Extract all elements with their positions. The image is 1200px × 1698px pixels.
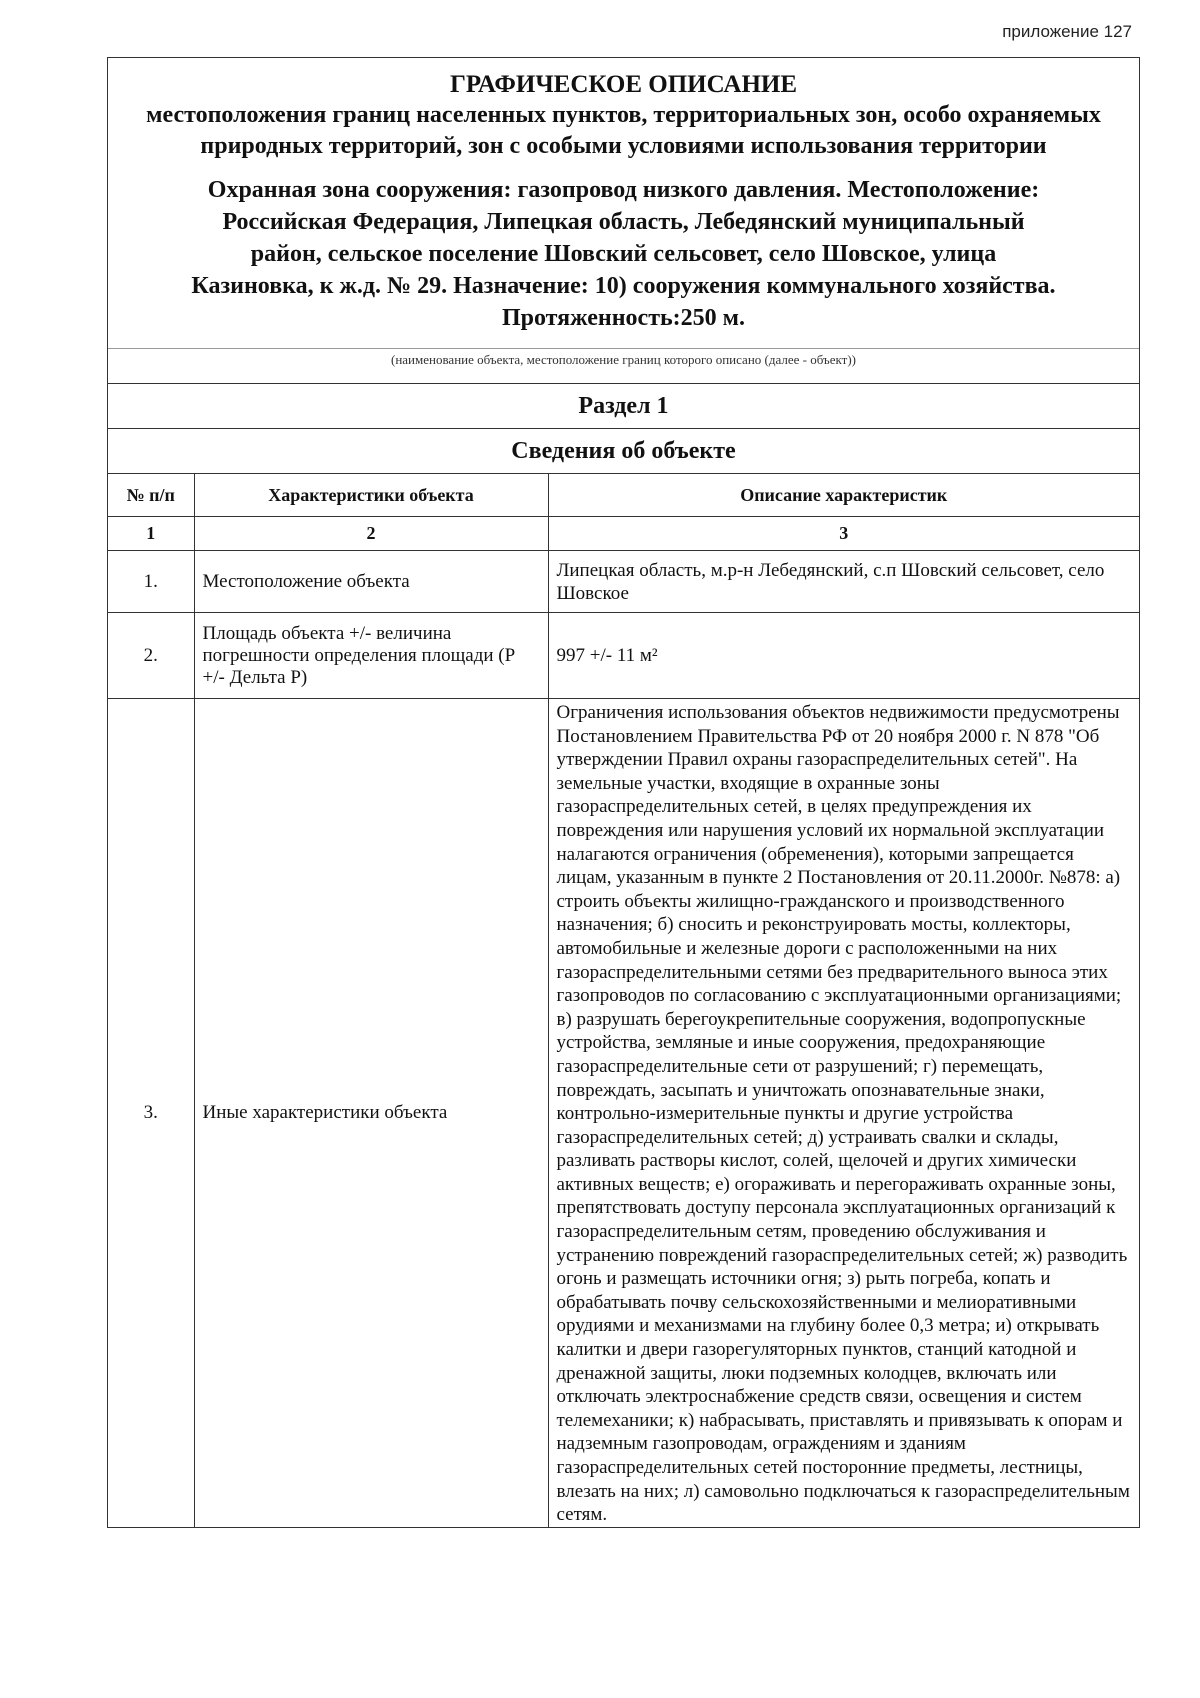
section-title: Раздел 1	[108, 383, 1139, 428]
appendix-label: приложение 127	[1002, 22, 1132, 41]
column-number-row	[108, 517, 1139, 551]
column-number: 3	[548, 517, 1139, 551]
object-name-line: Охранная зона сооружения: газопровод низкого давления. Местоположение:	[207, 177, 1040, 203]
object-name-line: район, сельское поселение Шовский сельсовет, село Шовское, улица	[250, 241, 997, 267]
object-name-line: Протяженность:250 м.	[501, 305, 746, 331]
characteristic-name: Площадь объекта +/- величина погрешности определения площади (P +/- Дельта P)	[194, 613, 548, 699]
object-caption: (наименование объекта, местоположение границ которого описано (далее - объект))	[108, 348, 1139, 383]
characteristic-name: Иные характеристики объекта	[194, 699, 548, 1527]
document-frame	[107, 57, 1140, 1528]
object-info-table	[108, 473, 1139, 1527]
document-title: ГРАФИЧЕСКОЕ ОПИСАНИЕ	[449, 71, 798, 98]
column-number: 2	[194, 517, 548, 551]
characteristic-description: 997 +/- 11 м²	[548, 613, 1139, 699]
column-number: 1	[108, 517, 194, 551]
characteristic-description: Липецкая область, м.р-н Лебедянский, с.п Шовский сельсовет, село Шовское	[548, 551, 1139, 613]
object-name-line: Российская Федерация, Липецкая область, Лебедянский муниципальный	[222, 209, 1025, 235]
row-number: 3.	[108, 699, 194, 1527]
table-header-row	[108, 474, 1139, 517]
object-name	[122, 174, 1125, 334]
table-row	[108, 699, 1139, 1527]
column-header: Характеристики объекта	[194, 474, 548, 517]
document-header	[108, 58, 1139, 348]
characteristic-name: Местоположение объекта	[194, 551, 548, 613]
characteristic-description: Ограничения использования объектов недвижимости предусмотрены Постановлением Правительства РФ от 20 ноября 2000 г. N 878 "Об утверждении Правил охраны газораспределительных сетей". На земельные участки, входящие в охранные зоны газораспределительных сетей, в целях предупреждения их повреждения или нарушения условий их нормальной эксплуатации налагаются ограничения (обременения), которыми запрещается лицам, указанным в пункте 2 Постановления от 20.11.2000г. №878: а) строить объекты жилищно-гражданского и производственного назначения; б) сносить и реконструировать мосты, коллекторы, автомобильные и железные дороги с расположенными на них газораспределительными сетями без предварительного выноса этих газопроводов по согласованию с эксплуатационными организациями; в) разрушать берегоукрепительные сооружения, водопропускные устройства, земляные и иные сооружения, предохраняющие газораспределительные сети от разрушений; г) перемещать, повреждать, засыпать и уничтожать опознавательные знаки, контрольно-измерительные пункты и другие устройства газораспределительных сетей; д) устраивать свалки и склады, разливать растворы кислот, солей, щелочей и других химически активных веществ; е) огораживать и перегораживать охранные зоны, препятствовать доступу персонала эксплуатационных организаций к газораспределительным сетям, проведению обслуживания и устранению повреждений газораспределительных сетей; ж) разводить огонь и размещать источники огня; з) рыть погреба, копать и обрабатывать почву сельскохозяйственными и мелиоративными орудиями и механизмами на глубину более 0,3 метра; и) открывать калитки и двери газорегуляторных пунктов, станций катодной и дренажной защиты, люки подземных колодцев, включать или отключать электроснабжение средств связи, освещения и систем телемеханики; к) набрасывать, приставлять и привязывать к опорам и надземным газопроводам, ограждениям и зданиям газораспределительных сетей посторонние предметы, лестницы, влезать на них; л) самовольно подключаться к газораспределительным сетям.	[548, 699, 1139, 1527]
document-subtitle: местоположения границ населенных пунктов, территориальных зон, особо охраняемых природных территорий, зон с особыми условиями использования территории	[146, 102, 1101, 159]
row-number: 1.	[108, 551, 194, 613]
table-row	[108, 613, 1139, 699]
column-header: № п/п	[108, 474, 194, 517]
section-subtitle: Сведения об объекте	[108, 428, 1139, 473]
column-header: Описание характеристик	[548, 474, 1139, 517]
object-name-line: Казиновка, к ж.д. № 29. Назначение: 10) сооружения коммунального хозяйства.	[191, 273, 1056, 299]
table-row	[108, 551, 1139, 613]
row-number: 2.	[108, 613, 194, 699]
